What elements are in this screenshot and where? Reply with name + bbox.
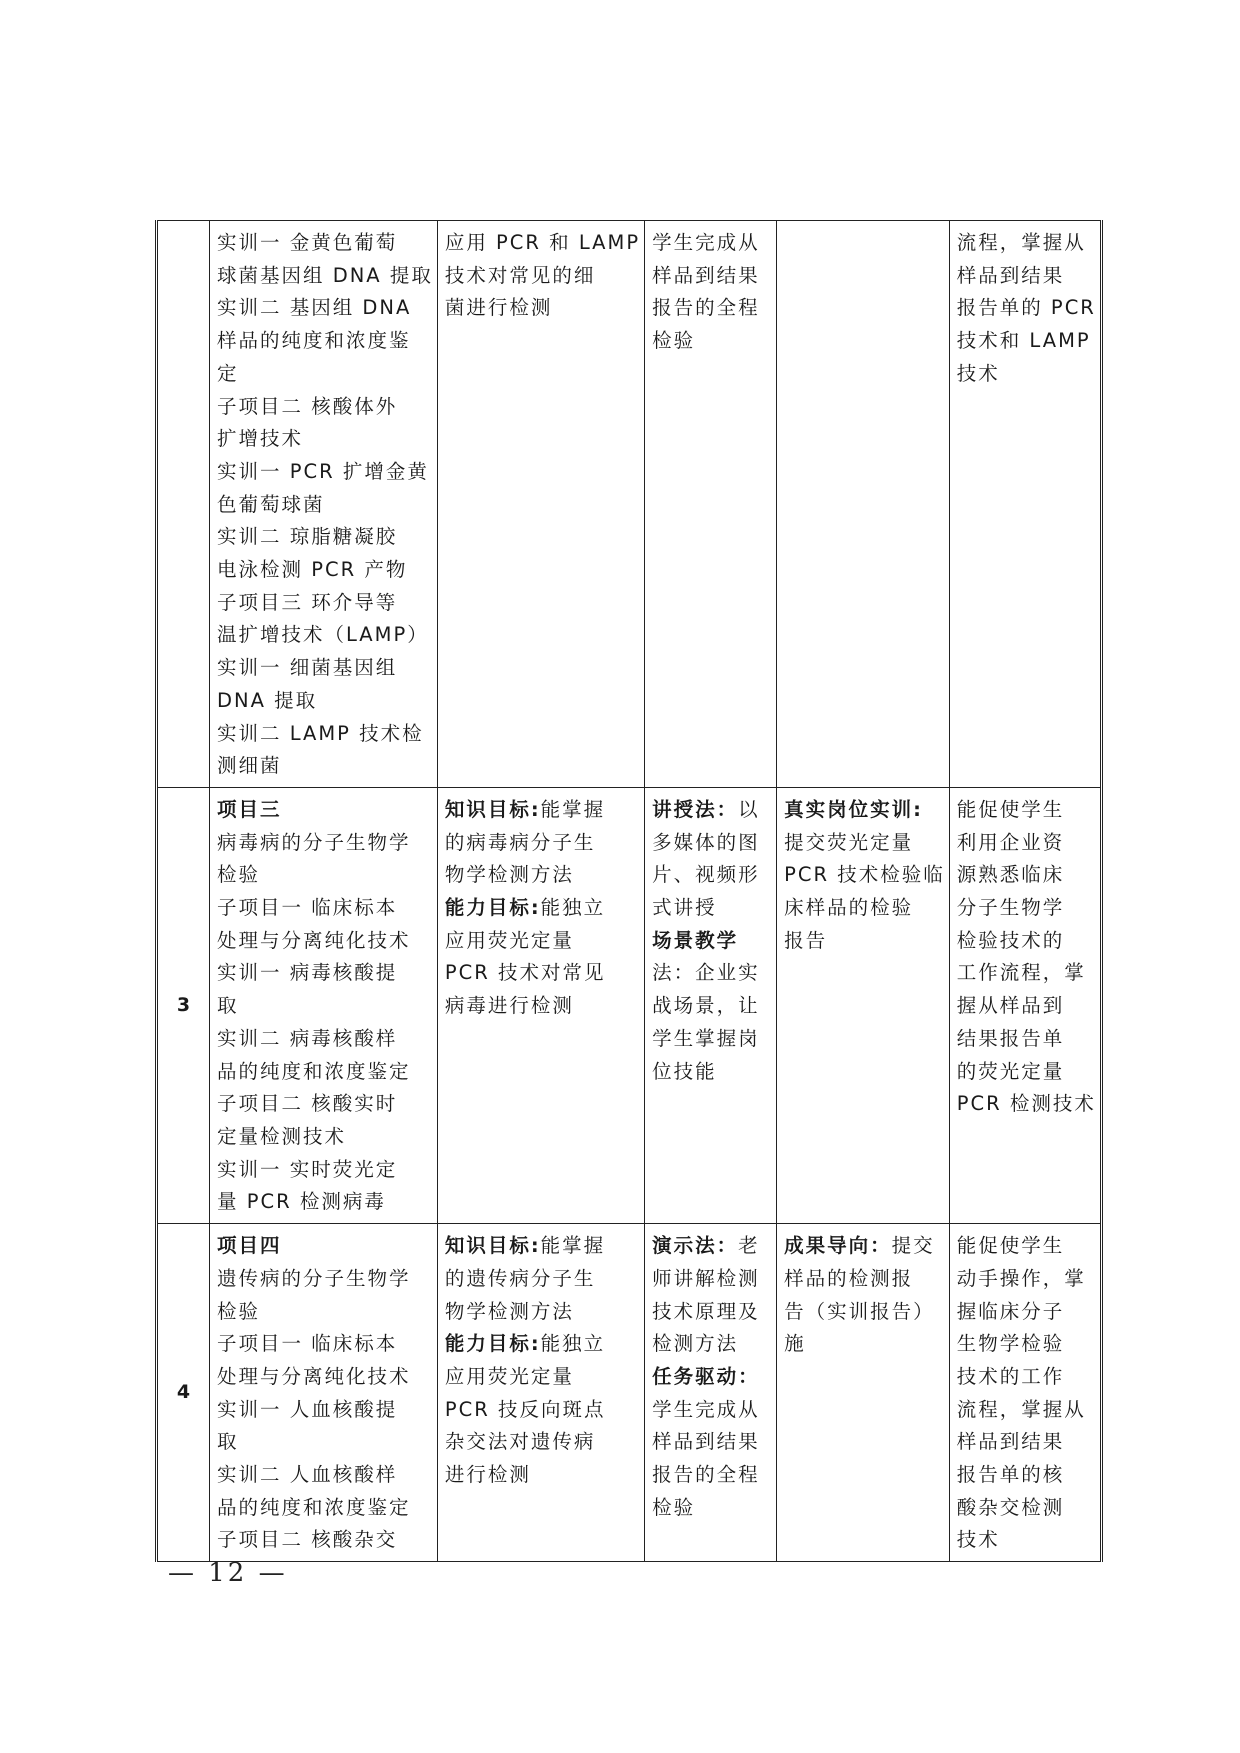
text-line: 实训二 人血核酸样 — [217, 1463, 398, 1487]
text-line: 应用荧光定量 — [444, 928, 574, 952]
text-line: PCR 技术检验临 — [784, 863, 945, 887]
text-line: 报告单的 PCR — [956, 296, 1096, 320]
text-line: 实训一 人血核酸提 — [217, 1397, 398, 1421]
text-line: 能力目标:能独立 — [444, 896, 606, 920]
text-line: 施 — [784, 1332, 806, 1356]
goals-cell — [437, 787, 644, 1223]
row-number — [157, 221, 210, 788]
text-line: 技术 — [956, 361, 1000, 385]
text-line: 定 — [217, 361, 239, 385]
text-line: 分子生物学 — [956, 896, 1065, 920]
text-line: 遗传病的分子生物学 — [217, 1266, 411, 1290]
label-text: 能力目标: — [444, 896, 541, 920]
text-line: 生物学检验 — [956, 1332, 1065, 1356]
label-text: 能力目标: — [444, 1332, 541, 1356]
text-line: 品的纯度和浓度鉴定 — [217, 1059, 411, 1083]
content-cell — [210, 1224, 438, 1562]
text-line: 学生完成从 — [652, 231, 760, 254]
text-line: 流程，掌握从 — [956, 231, 1086, 254]
table-row — [157, 1224, 1102, 1562]
text-line: 病毒病的分子生物学 — [217, 830, 411, 854]
text-line: 检验技术的 — [956, 928, 1065, 952]
text-line: 告（实训报告） — [784, 1299, 935, 1323]
text-line: 样品到结果 — [956, 1430, 1065, 1454]
text-line: 检验 — [652, 329, 696, 353]
text-line: 知识目标:能掌握 — [444, 1234, 606, 1258]
text-line: 杂交法对遗传病 — [444, 1430, 596, 1454]
text-line: 演示法：老 — [652, 1234, 760, 1258]
text-line: 技术和 LAMP — [956, 329, 1091, 353]
text-line: 实训二 基因组 DNA — [217, 296, 412, 320]
text-line: 报告单的核 — [956, 1463, 1065, 1487]
text-line: 实训一 细菌基因组 — [217, 656, 398, 680]
outcome-cell — [949, 221, 1101, 788]
text-line: 子项目一 临床标本 — [217, 1332, 398, 1356]
course-table — [155, 220, 1103, 1562]
label-text: 任务驱动： — [652, 1364, 760, 1388]
text-line: 位技能 — [652, 1059, 717, 1083]
text-line: 物学检测方法 — [444, 1299, 574, 1323]
label-text: 讲授法： — [652, 797, 739, 821]
text-line: 师讲解检测 — [652, 1266, 760, 1290]
text-line: 技术对常见的细 — [444, 263, 596, 287]
methods-cell — [645, 221, 777, 788]
assessment-cell — [777, 221, 950, 788]
text-line: 报告的全程 — [652, 1463, 760, 1487]
text-line: 实训一 PCR 扩增金黄 — [217, 459, 429, 483]
text-line: 物学检测方法 — [444, 863, 574, 887]
content-cell — [210, 221, 438, 788]
text-line: 报告的全程 — [652, 296, 760, 320]
text-line: 的病毒病分子生 — [444, 830, 596, 854]
text-line: 扩增技术 — [217, 427, 304, 451]
assessment-cell — [777, 1224, 950, 1562]
text-line: 温扩增技术（LAMP） — [217, 623, 429, 647]
text-line: 动手操作，掌 — [956, 1266, 1086, 1290]
text-line: 检验 — [217, 863, 261, 887]
text-line: 学生掌握岗 — [652, 1026, 760, 1050]
label-text: 知识目标: — [444, 1234, 541, 1258]
text-line: 源熟悉临床 — [956, 863, 1065, 887]
text-line: 多媒体的图 — [652, 830, 760, 854]
text-line: 子项目二 核酸体外 — [217, 394, 398, 418]
text-line: 能促使学生 — [956, 1234, 1065, 1258]
project-title: 项目四 — [217, 1234, 282, 1258]
text-line: 式讲授 — [652, 896, 717, 920]
text-line: PCR 技术对常见 — [444, 961, 606, 985]
outcome-cell — [949, 787, 1101, 1223]
text-line: 病毒进行检测 — [444, 994, 574, 1018]
text-line: 样品到结果 — [652, 1430, 760, 1454]
text-line: 酸杂交检测 — [956, 1495, 1065, 1519]
text-line: 法：企业实 — [652, 961, 760, 985]
text-line: 处理与分离纯化技术 — [217, 928, 411, 952]
page-number: — 12 — — [168, 1558, 288, 1588]
goals-cell — [437, 1224, 644, 1562]
text-line: 取 — [217, 994, 239, 1018]
text-line: 球菌基因组 DNA 提取 — [217, 263, 433, 287]
text-line: 技术原理及 — [652, 1299, 760, 1323]
text-line: 应用 PCR 和 LAMP — [444, 231, 641, 254]
text-line: 技术的工作 — [956, 1364, 1065, 1388]
text-line: 子项目一 临床标本 — [217, 896, 398, 920]
text-line: 样品到结果 — [652, 263, 760, 287]
label-text: 成果导向： — [784, 1234, 892, 1258]
text-line: 技术 — [956, 1528, 1000, 1552]
content-cell — [210, 787, 438, 1223]
text-line: 品的纯度和浓度鉴定 — [217, 1495, 411, 1519]
text-line — [784, 794, 945, 827]
text-line: 能促使学生 — [956, 797, 1065, 821]
row-number: 3 — [157, 787, 210, 1223]
text-line: 工作流程，掌 — [956, 961, 1086, 985]
text-line: 场景教学 — [652, 928, 739, 952]
text-line: 检测方法 — [652, 1332, 739, 1356]
text-line: 子项目二 核酸杂交 — [217, 1528, 398, 1552]
table-row — [157, 221, 1102, 788]
assessment-cell — [777, 787, 950, 1223]
text-line: 床样品的检验 — [784, 896, 914, 920]
label-text: 演示法： — [652, 1234, 739, 1258]
label-text: 真实岗位实训: — [784, 797, 923, 821]
text-line: 流程，掌握从 — [956, 1397, 1086, 1421]
text-line: 成果导向：提交 — [784, 1234, 935, 1258]
text-line: 的遗传病分子生 — [444, 1266, 596, 1290]
text-line: 结果报告单 — [956, 1026, 1065, 1050]
text-line: 学生完成从 — [652, 1397, 760, 1421]
goals-cell — [437, 221, 644, 788]
text-line: 的荧光定量 — [956, 1059, 1065, 1083]
text-line: 实训一 病毒核酸提 — [217, 961, 398, 985]
text-line: 能力目标:能独立 — [444, 1332, 606, 1356]
text-line: 子项目三 环介导等 — [217, 590, 398, 614]
text-line: 握临床分子 — [956, 1299, 1065, 1323]
text-line: 战场景，让 — [652, 994, 760, 1018]
outcome-cell — [949, 1224, 1101, 1562]
text-line: 实训一 实时荧光定 — [217, 1157, 398, 1181]
project-title: 项目三 — [217, 797, 282, 821]
text-line: 定量检测技术 — [217, 1124, 347, 1148]
text-line: 取 — [217, 1430, 239, 1454]
text-line: 实训二 LAMP 技术检 — [217, 721, 424, 745]
text-line: 实训二 琼脂糖凝胶 — [217, 525, 398, 549]
text-line: PCR 检测技术 — [956, 1092, 1096, 1116]
text-line: 检验 — [217, 1299, 261, 1323]
text-line: 测细菌 — [217, 754, 282, 778]
row-number: 4 — [157, 1224, 210, 1562]
text-line: 报告 — [784, 928, 828, 952]
text-line: 握从样品到 — [956, 994, 1065, 1018]
text-line: 子项目二 核酸实时 — [217, 1092, 398, 1116]
text-line: 实训一 金黄色葡萄 — [217, 231, 398, 254]
methods-cell — [645, 787, 777, 1223]
text-line: 菌进行检测 — [444, 296, 553, 320]
methods-cell — [645, 1224, 777, 1562]
text-line: 利用企业资 — [956, 830, 1065, 854]
text-line: PCR 技反向斑点 — [444, 1397, 606, 1421]
text-line: 提交荧光定量 — [784, 830, 914, 854]
table-row — [157, 787, 1102, 1223]
label-text: 知识目标: — [444, 797, 541, 821]
text-line: 样品的检测报 — [784, 1266, 914, 1290]
text-line: DNA 提取 — [217, 688, 318, 712]
text-line: 电泳检测 PCR 产物 — [217, 558, 408, 582]
text-line: 样品到结果 — [956, 263, 1065, 287]
text-line: 色葡萄球菌 — [217, 492, 325, 516]
text-line: 知识目标:能掌握 — [444, 797, 606, 821]
text-line: 片、视频形 — [652, 863, 760, 887]
text-line: 讲授法：以 — [652, 797, 760, 821]
text-line: 检验 — [652, 1495, 696, 1519]
text-line — [652, 1361, 772, 1394]
text-line: 进行检测 — [444, 1463, 531, 1487]
text-line: 应用荧光定量 — [444, 1364, 574, 1388]
text-line: 实训二 病毒核酸样 — [217, 1026, 398, 1050]
text-line: 量 PCR 检测病毒 — [217, 1190, 386, 1214]
text-line: 样品的纯度和浓度鉴 — [217, 329, 411, 353]
text-line: 处理与分离纯化技术 — [217, 1364, 411, 1388]
